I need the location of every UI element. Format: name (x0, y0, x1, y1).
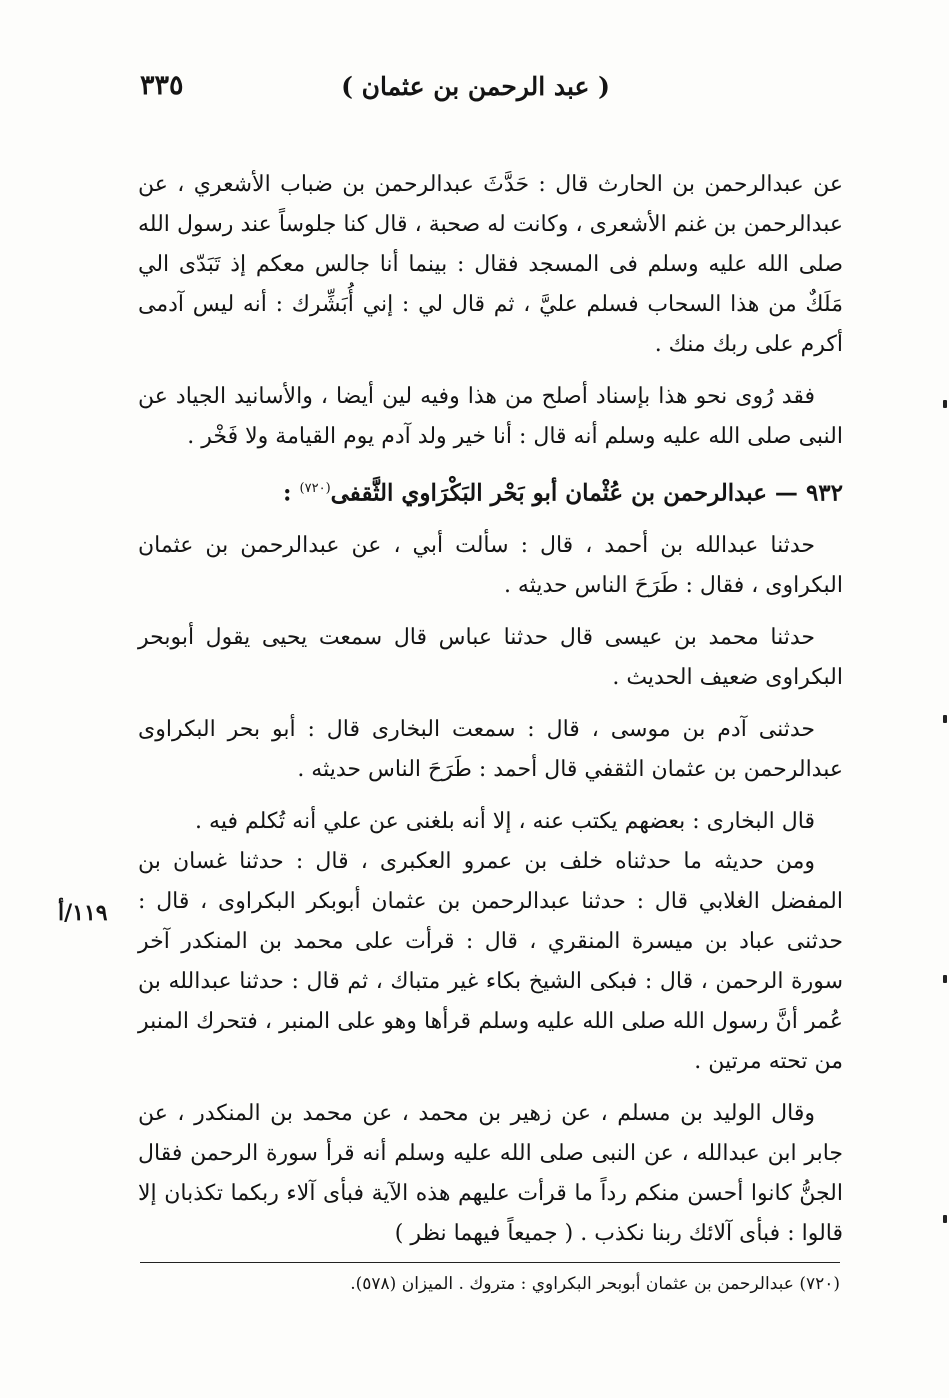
page-header (140, 68, 840, 108)
entry-heading (138, 469, 843, 514)
paragraph-1: عن عبدالرحمن بن الحارث قال : حَدَّثَ عبدالرحمن بن ضباب الأشعري ، عن عبدالرحمن بن غنم الأشعرى ، وكانت له صحبة ، قال كنا جلوساً عند رسول الله صلى الله عليه وسلم فى المسجد فقال : بينما أنا جالس معكم إذ تَبَدّى الي مَلَكٌ من هذا السحاب فسلم عليَّ ، ثم قال لي : إني أُبَشِّرك : أنه ليس آدمى أكرم على ربك منك . (138, 172, 843, 357)
scan-mark (943, 715, 947, 723)
paragraph-7: ومن حديثه ما حدثناه خلف بن عمرو العكبرى ، قال : حدثنا غسان بن المفضل الغلابي قال : حدثنا عبدالرحمن بن عثمان أبوبكر البكراوى ، قال : حدثنى عباد بن ميسرة المنقري ، قال : قرأت على محمد بن المنكدر آخر سورة الرحمن ، قال : فبكى الشيخ بكاء غير متباك ، ثم قال : حدثنا عبدالله بن عُمر أنَّ رسول الله صلى الله عليه وسلم قرأها وهو على المنبر ، فتحرك المنبر من تحته مرتين . (138, 848, 843, 1074)
footnote-ref: (٧٢٠) (299, 481, 331, 496)
paragraph-5: حدثنى آدم بن موسى ، قال : سمعت البخارى قال : أبو بحر البكراوى عبدالرحمن بن عثمان الثقفي قال أحمد : طَرَحَ الناس حديثه . (138, 716, 843, 782)
paragraph-6: قال البخارى : بعضهم يكتب عنه ، إلا أنه بلغنى عن علي أنه تُكلم فيه . (195, 808, 815, 834)
paragraph-8: وقال الوليد بن مسلم ، عن زهير بن محمد ، عن محمد بن المنكدر ، عن جابر ابن عبدالله ، عن النبى صلى الله عليه وسلم أنه قرأ سورة الرحمن فقال الجنُّ كانوا أحسن منكم رداً ما قرأت عليهم هذه الآية فبأى آلاء ربكما تكذبان إلا قالوا : فبأى آلائك ربنا نكذب . ( جميعاً فيهما نظر ) (138, 1100, 843, 1246)
entry-heading-suffix: : (283, 479, 300, 507)
page-number: ٣٣٥ (140, 70, 184, 101)
footnote-divider (140, 1262, 840, 1263)
scan-mark (943, 975, 947, 983)
scan-mark (943, 1215, 947, 1223)
running-title: ( عبد الرحمن بن عثمان ) (341, 72, 610, 101)
scan-mark (943, 400, 947, 408)
paragraph-3: حدثنا عبدالله بن أحمد ، قال : سألت أبي ، عن عبدالرحمن بن عثمان البكراوى ، فقال : طَرَحَ الناس حديثه . (138, 532, 843, 598)
manuscript-folio-note: ١١٩/أ (58, 900, 108, 926)
footnote: (٧٢٠) عبدالرحمن بن عثمان أبوبحر البكراوي : متروك . الميزان (٥٧٨). (350, 1274, 840, 1294)
main-text (138, 165, 843, 1266)
paragraph-4: حدثنا محمد بن عيسى قال حدثنا عباس قال سمعت يحيى يقول أبوبحر البكراوى ضعيف الحديث . (138, 624, 843, 690)
paragraph-2: فقد رُوى نحو هذا بإسناد أصلح من هذا وفيه لين أيضا ، والأسانيد الجياد عن النبى صلى الله عليه وسلم أنه قال : أنا خير ولد آدم يوم القيامة ولا فَخْر . (138, 384, 843, 449)
entry-heading-text: ٩٣٢ — عبدالرحمن بن عُثْمان أبو بَحْر البَكْرَاوي الثَّقفى (330, 479, 843, 507)
